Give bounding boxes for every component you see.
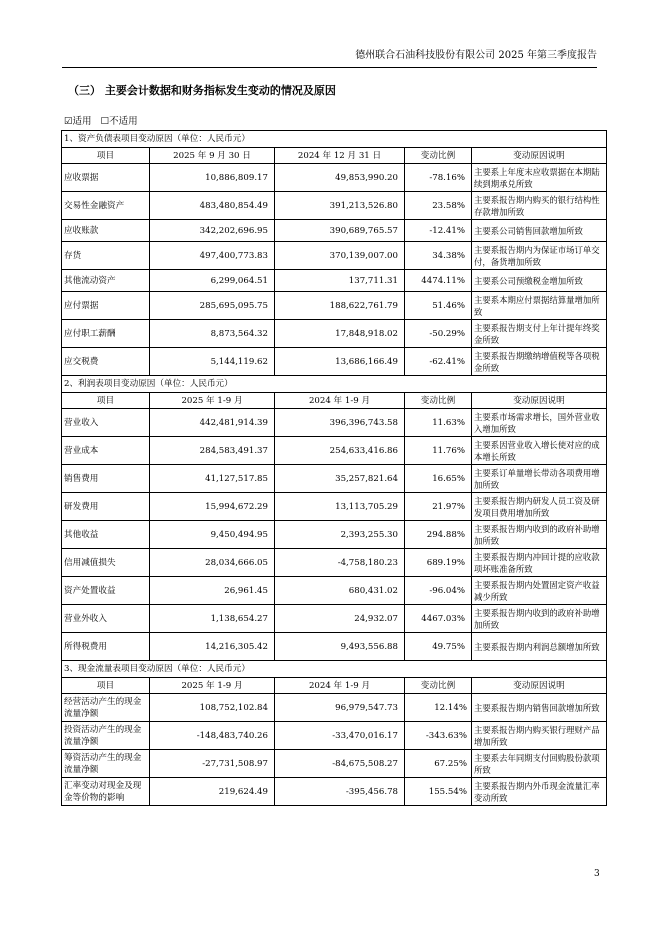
prior-value: 24,932.07: [275, 605, 405, 633]
table-row: [62, 409, 607, 437]
item-name: 应收账款: [62, 220, 150, 242]
column-header: 2025 年 9 月 30 日: [150, 148, 275, 164]
income-section-title: 2、利润表项目变动原因（单位：人民币元）: [62, 376, 607, 393]
column-header: 变动比例: [405, 393, 472, 409]
current-value: 497,400,773.83: [150, 242, 275, 270]
table-row: [62, 493, 607, 521]
applicable-options: [64, 113, 144, 127]
current-value: 9,450,494.95: [150, 521, 275, 549]
current-value: 219,624.49: [150, 778, 275, 806]
change-ratio: 294.88%: [405, 521, 472, 549]
change-reason: 主要系报告期内研发人员工资及研发项目费用增加所致: [472, 493, 607, 521]
change-reason: 主要系报告期缴纳增值税等各项税金所致: [472, 348, 607, 376]
current-value: -148,483,740.26: [150, 722, 275, 750]
item-name: 研发费用: [62, 493, 150, 521]
item-name: 经营活动产生的现金流量净额: [62, 694, 150, 722]
prior-value: 396,396,743.58: [275, 409, 405, 437]
change-ratio: -78.16%: [405, 164, 472, 192]
report-header: 德州联合石油科技股份有限公司 2025 年第三季度报告: [62, 46, 597, 68]
item-name: 存货: [62, 242, 150, 270]
item-name: 应付票据: [62, 292, 150, 320]
table-row: [62, 694, 607, 722]
change-reason: 主要系报告期内处置固定资产收益减少所致: [472, 577, 607, 605]
current-value: 284,583,491.37: [150, 437, 275, 465]
table-row: [62, 750, 607, 778]
income-header-row: [62, 393, 607, 409]
change-reason: 主要系报告期内冲回计提的应收款项坏账准备所致: [472, 549, 607, 577]
prior-value: 2,393,255.30: [275, 521, 405, 549]
table-row: [62, 437, 607, 465]
prior-value: 17,848,918.02: [275, 320, 405, 348]
change-ratio: 49.75%: [405, 633, 472, 661]
prior-value: 390,689,765.57: [275, 220, 405, 242]
column-header: 2024 年 12 月 31 日: [275, 148, 405, 164]
change-reason: 主要系公司销售回款增加所致: [472, 220, 607, 242]
item-name: 营业收入: [62, 409, 150, 437]
current-value: 28,034,666.05: [150, 549, 275, 577]
change-ratio: 51.46%: [405, 292, 472, 320]
column-header: 2025 年 1-9 月: [150, 393, 275, 409]
prior-value: 35,257,821.64: [275, 465, 405, 493]
balance-section-title: 1、资产负债表项目变动原因（单位：人民币元）: [62, 131, 607, 148]
current-value: 10,886,809.17: [150, 164, 275, 192]
change-reason: 主要系去年同期支付回购股份款项所致: [472, 750, 607, 778]
current-value: 15,994,672.29: [150, 493, 275, 521]
item-name: 应收票据: [62, 164, 150, 192]
change-ratio: 67.25%: [405, 750, 472, 778]
column-header: 2024 年 1-9 月: [275, 393, 405, 409]
change-reason: 主要系报告期内购买的银行结构性存款增加所致: [472, 192, 607, 220]
financial-changes-table: [61, 130, 607, 806]
table-row: [62, 521, 607, 549]
change-ratio: 21.97%: [405, 493, 472, 521]
change-ratio: 16.65%: [405, 465, 472, 493]
column-header: 变动原因说明: [472, 393, 607, 409]
column-header: 变动原因说明: [472, 148, 607, 164]
current-value: 14,216,305.42: [150, 633, 275, 661]
change-reason: 主要系报告期内购买银行理财产品增加所致: [472, 722, 607, 750]
table-row: [62, 577, 607, 605]
income-section-title-row: [62, 376, 607, 393]
page-number: 3: [594, 869, 600, 879]
item-name: 营业成本: [62, 437, 150, 465]
prior-value: 370,139,007.00: [275, 242, 405, 270]
table-row: [62, 633, 607, 661]
change-ratio: -12.41%: [405, 220, 472, 242]
change-reason: 主要系报告期内收到的政府补助增加所致: [472, 521, 607, 549]
change-ratio: -50.29%: [405, 320, 472, 348]
column-header: 变动比例: [405, 678, 472, 694]
column-header: 2025 年 1-9 月: [150, 678, 275, 694]
prior-value: 188,622,761.79: [275, 292, 405, 320]
applicable-unchecked: ☐不适用: [100, 116, 138, 127]
item-name: 所得税费用: [62, 633, 150, 661]
change-reason: 主要系报告期内外币现金流量汇率变动所致: [472, 778, 607, 806]
column-header: 变动比例: [405, 148, 472, 164]
item-name: 资产处置收益: [62, 577, 150, 605]
change-ratio: 4467.03%: [405, 605, 472, 633]
section-title: （三） 主要会计数据和财务指标发生变动的情况及原因: [68, 84, 336, 97]
current-value: -27,731,508.97: [150, 750, 275, 778]
prior-value: 137,711.31: [275, 270, 405, 292]
change-reason: 主要系因营业收入增长使对应的成本增长所致: [472, 437, 607, 465]
item-name: 汇率变动对现金及现金等价物的影响: [62, 778, 150, 806]
change-ratio: -96.04%: [405, 577, 472, 605]
prior-value: -33,470,016.17: [275, 722, 405, 750]
prior-value: -395,456.78: [275, 778, 405, 806]
table-row: [62, 242, 607, 270]
item-name: 信用减值损失: [62, 549, 150, 577]
change-ratio: -62.41%: [405, 348, 472, 376]
current-value: 342,202,696.95: [150, 220, 275, 242]
change-ratio: 12.14%: [405, 694, 472, 722]
change-reason: 主要系本期应付票据结算量增加所致: [472, 292, 607, 320]
balance-header-row: [62, 148, 607, 164]
prior-value: 9,493,556.88: [275, 633, 405, 661]
column-header: 项目: [62, 148, 150, 164]
prior-value: -84,675,508.27: [275, 750, 405, 778]
prior-value: 49,853,990.20: [275, 164, 405, 192]
change-ratio: 4474.11%: [405, 270, 472, 292]
table-row: [62, 220, 607, 242]
table-row: [62, 320, 607, 348]
prior-value: 391,213,526.80: [275, 192, 405, 220]
column-header: 变动原因说明: [472, 678, 607, 694]
table-row: [62, 292, 607, 320]
item-name: 其他收益: [62, 521, 150, 549]
item-name: 销售费用: [62, 465, 150, 493]
item-name: 应付职工薪酬: [62, 320, 150, 348]
column-header: 2024 年 1-9 月: [275, 678, 405, 694]
table-row: [62, 465, 607, 493]
change-ratio: 11.76%: [405, 437, 472, 465]
cashflow-section-title-row: [62, 661, 607, 678]
table-row: [62, 549, 607, 577]
cashflow-header-row: [62, 678, 607, 694]
change-reason: 主要系报告期内销售回款增加所致: [472, 694, 607, 722]
current-value: 5,144,119.62: [150, 348, 275, 376]
current-value: 6,299,064.51: [150, 270, 275, 292]
current-value: 26,961.45: [150, 577, 275, 605]
current-value: 483,480,854.49: [150, 192, 275, 220]
item-name: 应交税费: [62, 348, 150, 376]
current-value: 442,481,914.39: [150, 409, 275, 437]
item-name: 营业外收入: [62, 605, 150, 633]
change-reason: 主要系订单量增长带动各项费用增加所致: [472, 465, 607, 493]
applicable-checked: ☑适用: [64, 116, 92, 127]
change-reason: 主要系报告期内为保证市场订单交付，备货增加所致: [472, 242, 607, 270]
table-row: [62, 270, 607, 292]
prior-value: -4,758,180.23: [275, 549, 405, 577]
table-row: [62, 778, 607, 806]
prior-value: 680,431.02: [275, 577, 405, 605]
prior-value: 13,686,166.49: [275, 348, 405, 376]
item-name: 交易性金融资产: [62, 192, 150, 220]
item-name: 投资活动产生的现金流量净额: [62, 722, 150, 750]
current-value: 285,695,095.75: [150, 292, 275, 320]
change-reason: 主要系市场需求增长，国外营业收入增加所致: [472, 409, 607, 437]
change-ratio: 11.63%: [405, 409, 472, 437]
current-value: 1,138,654.27: [150, 605, 275, 633]
prior-value: 13,113,705.29: [275, 493, 405, 521]
balance-section-title-row: [62, 131, 607, 148]
change-reason: 主要系报告期内收到的政府补助增加所致: [472, 605, 607, 633]
prior-value: 96,979,547.73: [275, 694, 405, 722]
table-row: [62, 605, 607, 633]
change-ratio: 689.19%: [405, 549, 472, 577]
current-value: 108,752,102.84: [150, 694, 275, 722]
change-reason: 主要系报告期支付上年计提年终奖金所致: [472, 320, 607, 348]
column-header: 项目: [62, 678, 150, 694]
table-row: [62, 192, 607, 220]
table-row: [62, 164, 607, 192]
table-row: [62, 348, 607, 376]
change-reason: 主要系公司预缴税金增加所致: [472, 270, 607, 292]
cashflow-section-title: 3、现金流量表项目变动原因（单位：人民币元）: [62, 661, 607, 678]
change-ratio: -343.63%: [405, 722, 472, 750]
item-name: 筹资活动产生的现金流量净额: [62, 750, 150, 778]
change-reason: 主要系报告期内利润总额增加所致: [472, 633, 607, 661]
current-value: 41,127,517.85: [150, 465, 275, 493]
change-reason: 主要系上年度末应收票据在本期陆续到期承兑所致: [472, 164, 607, 192]
prior-value: 254,633,416.86: [275, 437, 405, 465]
column-header: 项目: [62, 393, 150, 409]
change-ratio: 155.54%: [405, 778, 472, 806]
item-name: 其他流动资产: [62, 270, 150, 292]
table-row: [62, 722, 607, 750]
change-ratio: 23.58%: [405, 192, 472, 220]
current-value: 8,873,564.32: [150, 320, 275, 348]
change-ratio: 34.38%: [405, 242, 472, 270]
